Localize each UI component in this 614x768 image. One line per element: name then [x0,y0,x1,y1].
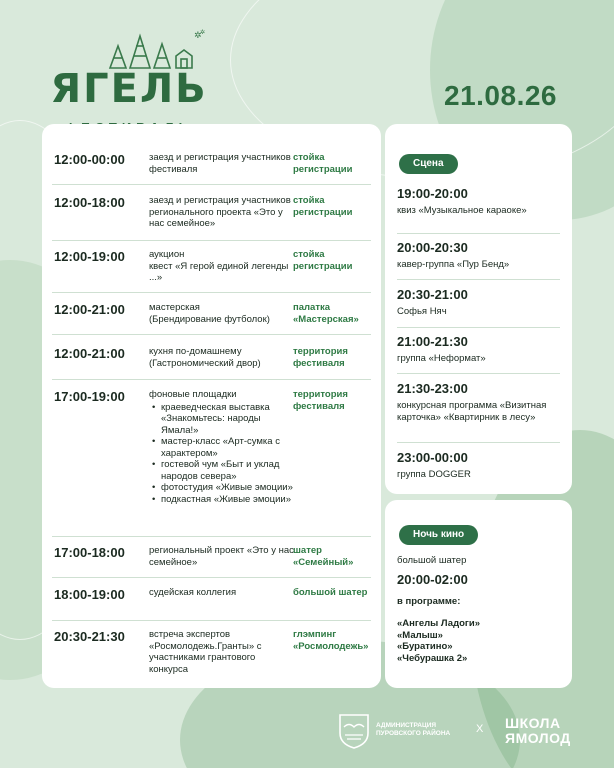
festival-logo [44,28,214,118]
stage-slot [397,381,560,443]
stage-slot [397,240,560,280]
schedule-event-title: фоновые площадки [149,389,237,400]
stage-slot [397,450,560,486]
slot-name: конкурсная программа «Визитная карточка» «Квартирник в лесу» [397,400,547,423]
forest-icon [96,28,206,70]
schedule-place: большой шатер [293,587,368,598]
list-item: • гостевой чум «Быт и уклад народов севера» [149,459,294,482]
schedule-row [52,249,371,293]
slot-time: 23:00-00:00 [397,450,468,465]
schedule-time: 20:30-21:30 [54,629,125,644]
schedule-row [52,195,371,241]
schedule-event: заезд и регистрация участников фестиваля [149,152,291,175]
schedule-card [42,124,381,688]
schedule-event: встреча экспертов «Росмолодежь.Гранты» с участниками грантового конкурса [149,629,262,675]
schedule-place: территория фестиваля [293,346,348,369]
svg-text:✲: ✲ [200,29,206,36]
schedule-time: 17:00-18:00 [54,545,125,560]
schedule-place: территория фестиваля [293,389,348,412]
stage-slot [397,186,560,234]
footer-separator: X [476,723,484,735]
schedule-place: глэмпинг «Росмолодежь» [293,629,369,652]
schedule-place: стойка регистрации [293,249,353,272]
festival-date: 21.08.26 [444,80,557,111]
slot-name: Софья Няч [397,306,447,317]
schedule-row [52,346,371,380]
schedule-event: аукцион квест «Я герой единой легенды ...» [149,249,289,283]
schedule-row [52,545,371,578]
schedule-event: региональный проект «Это у нас семейное» [149,545,294,568]
district-emblem-icon [337,713,371,749]
list-item: • фотостудия «Живые эмоции» [149,482,294,494]
schedule-row [52,302,371,335]
slot-time: 20:30-21:00 [397,287,468,302]
film-list [397,618,560,664]
slot-name: квиз «Музыкальное караоке» [397,205,527,216]
schedule-place: стойка регистрации [293,195,353,218]
list-item: «Ангелы Ладоги» [397,618,481,629]
list-item: • мастер-класс «Арт-сумка с характером» [149,436,294,459]
slot-name: группа DOGGER [397,469,471,480]
schedule-event: мастерская (Брендирование футболок) [149,302,270,325]
schedule-time: 12:00-19:00 [54,249,125,264]
cinema-label: Ночь кино [399,525,478,545]
schedule-time: 12:00-00:00 [54,152,125,167]
logo-title: ЯГЕЛЬ [50,66,208,112]
schedule-time: 12:00-21:00 [54,302,125,317]
stage-label: Сцена [399,154,458,174]
footer-school-logo: ШКОЛА ЯМОЛОД [505,715,571,746]
schedule-event [149,389,294,505]
svg-text:✲: ✲ [194,31,202,41]
schedule-time: 18:00-19:00 [54,587,125,602]
stage-slot [397,287,560,328]
list-item: «Буратино» [397,641,453,652]
stage-slot [397,334,560,374]
list-item: • краеведческая выставка «Знакомьтесь: народы Ямала!» [149,402,294,437]
schedule-event: заезд и регистрация участников регионального проекта «Это у нас семейное» [149,195,291,229]
cinema-venue: большой шатер [397,555,467,566]
schedule-event: судейская коллегия [149,587,237,598]
schedule-place: шатер «Семейный» [293,545,354,568]
schedule-time: 12:00-18:00 [54,195,125,210]
list-item: • подкастная «Живые эмоции» [149,494,294,506]
cinema-time: 20:00-02:00 [397,572,468,587]
cinema-card [385,500,572,688]
schedule-row [52,587,371,621]
slot-name: кавер-группа «Пур Бенд» [397,259,510,270]
cinema-intro: в программе: [397,596,461,607]
list-item: «Чебурашка 2» [397,652,468,664]
schedule-event: кухня по-домашнему (Гастрономический двор) [149,346,261,369]
slot-time: 21:30-23:00 [397,381,468,396]
schedule-place: палатка «Мастерская» [293,302,359,325]
stage-card [385,124,572,494]
schedule-time: 17:00-19:00 [54,389,125,404]
schedule-place: стойка регистрации [293,152,353,175]
schedule-row [52,389,371,537]
slot-time: 19:00-20:00 [397,186,468,201]
slot-time: 21:00-21:30 [397,334,468,349]
schedule-row [52,629,371,675]
slot-name: группа «Неформат» [397,353,486,364]
footer-admin-label: АДМИНИСТРАЦИЯ ПУРОВСКОГО РАЙОНА [376,722,451,737]
schedule-time: 12:00-21:00 [54,346,125,361]
schedule-subitems [149,402,294,506]
slot-time: 20:00-20:30 [397,240,468,255]
list-item: «Малыш» [397,629,443,641]
schedule-row [52,152,371,185]
